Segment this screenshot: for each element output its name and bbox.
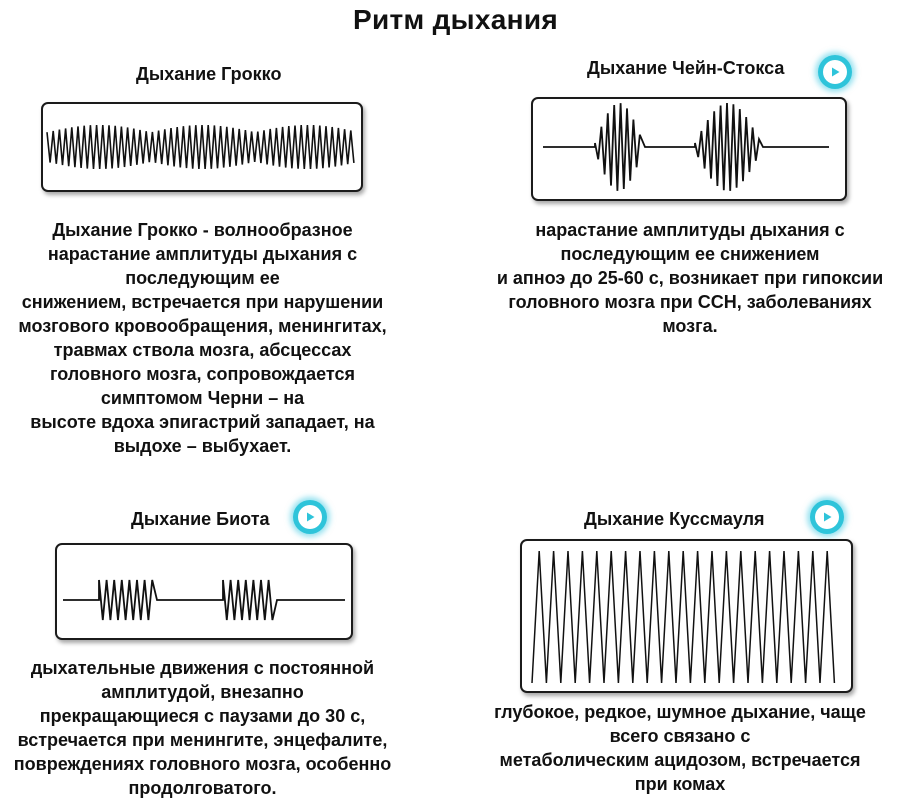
kussmaul-heading: Дыхание Куссмауля — [584, 509, 765, 529]
play-icon — [815, 505, 839, 529]
page-title: Ритм дыхания — [353, 4, 558, 35]
biot-trace — [55, 543, 353, 640]
kussmaul-trace — [520, 539, 853, 693]
biot-heading: Дыхание Биота — [131, 509, 270, 529]
biot-description: дыхательные движения с постоянной амплитудой, внезапно прекращающиеся с паузами до 30 с, встречается при менингите, энцефалите, повреждениях головного мозга, особенно продолговатого. — [13, 658, 392, 798]
kussmaul-waveform — [522, 541, 851, 691]
biot-play-button[interactable] — [293, 500, 327, 534]
grokko-trace — [41, 102, 363, 192]
cheyne-stokes-trace — [531, 97, 847, 201]
grokko-waveform — [43, 104, 361, 190]
kussmaul-play-button[interactable] — [810, 500, 844, 534]
kussmaul-description: глубокое, редкое, шумное дыхание, чаще всего связано с метаболическим ацидозом, встречается при комах — [494, 702, 866, 794]
cheyne-stokes-play-button[interactable] — [818, 55, 852, 89]
cheyne-stokes-description: нарастание амплитуды дыхания с последующим ее снижением и апноэ до 25-60 с, возникает при гипоксии головного мозга при ССН, заболеваниях мозга. — [496, 220, 884, 336]
cheyne-stokes-heading: Дыхание Чейн-Стокса — [587, 58, 785, 78]
play-icon — [823, 60, 847, 84]
grokko-description: Дыхание Грокко - волнообразное нарастание амплитуды дыхания с последующим ее снижением, встречается при нарушении мозгового кровообращения, менингитах, травмах ствола мозга, абсцессах головного мозга, сопровождается симптомом Черни – на высоте вдоха эпигастрий западает, на выдохе – выбухает. — [18, 220, 387, 456]
play-icon — [298, 505, 322, 529]
cheyne-stokes-waveform — [533, 99, 845, 199]
biot-waveform — [57, 545, 351, 638]
grokko-heading: Дыхание Грокко — [136, 64, 282, 84]
